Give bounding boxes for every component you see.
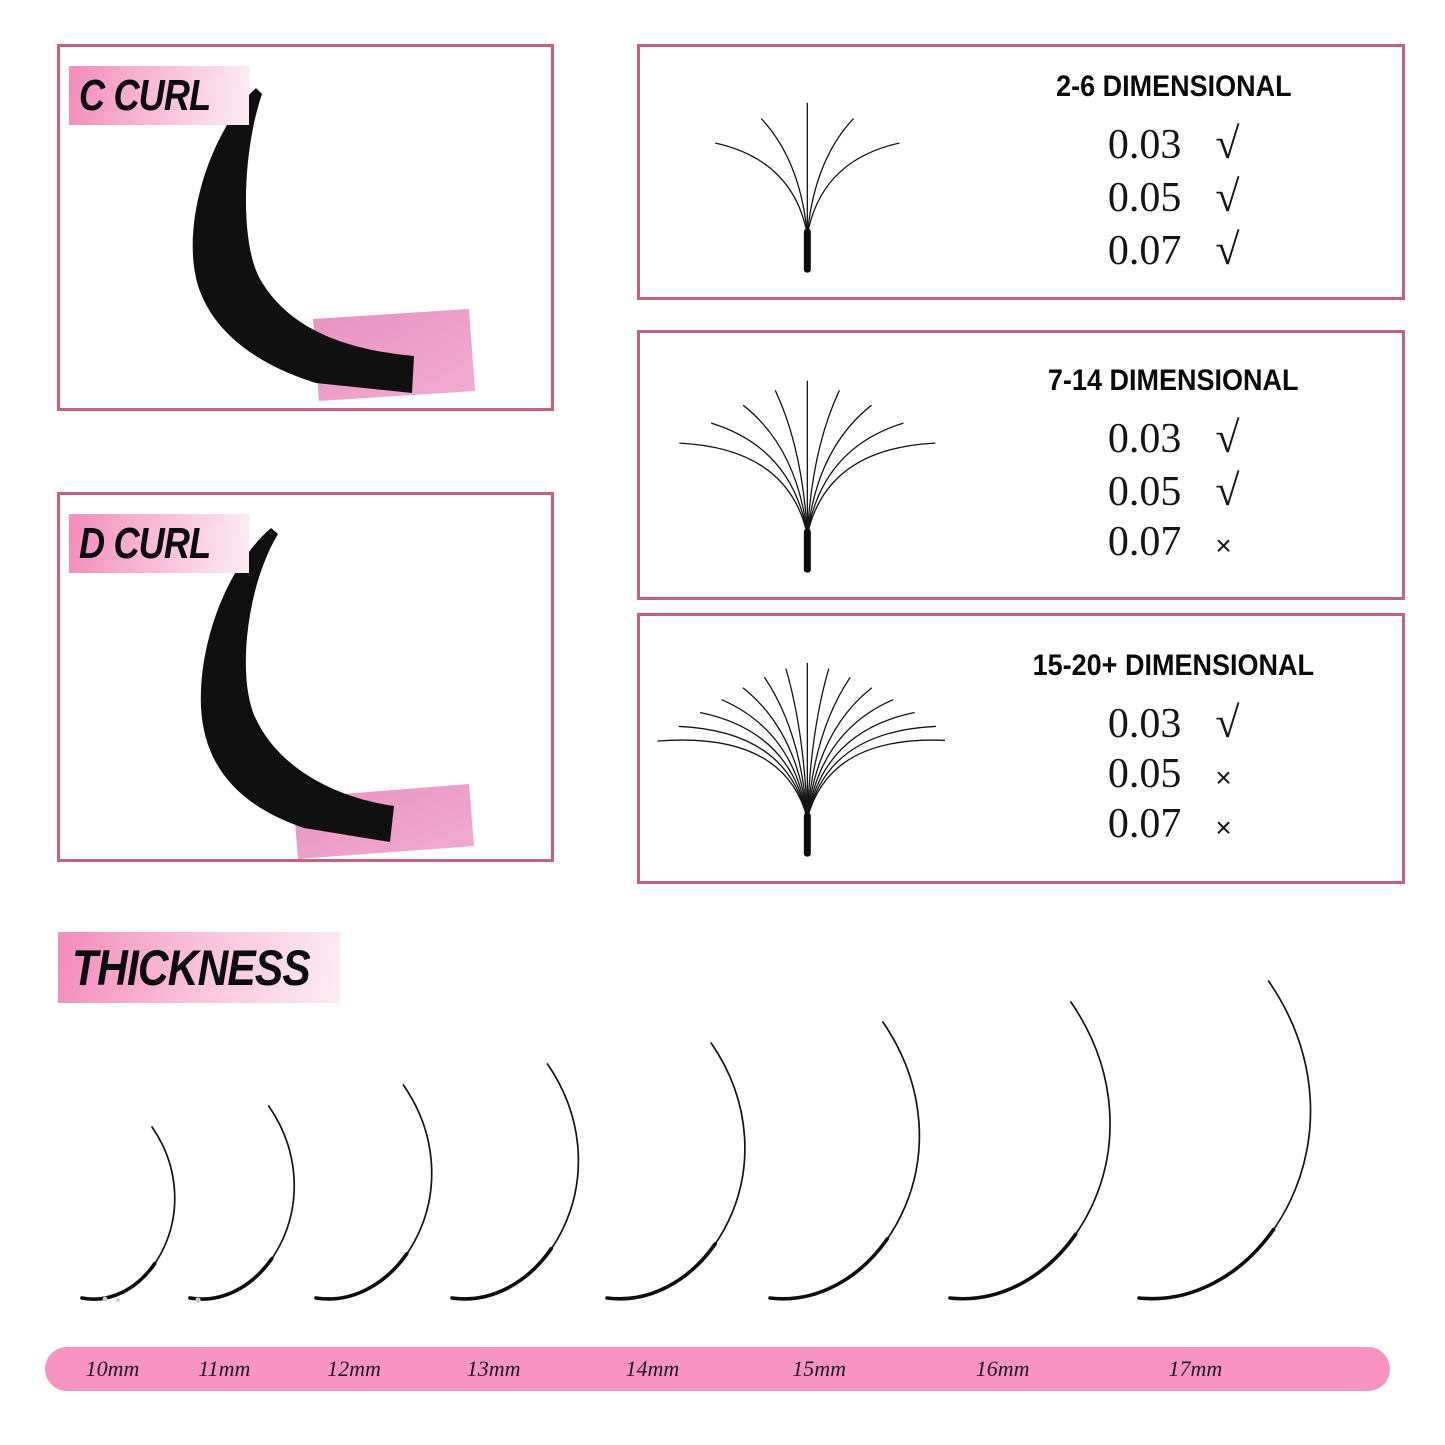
cross-icon: × <box>1215 812 1232 843</box>
length-lash <box>190 1106 294 1299</box>
thickness-value: 0.07 <box>1107 801 1182 847</box>
length-lash-base <box>316 1254 407 1299</box>
thickness-value: 0.07 <box>1107 519 1182 565</box>
lash-fan-image <box>640 616 945 881</box>
dimension-row <box>1077 518 1269 566</box>
length-lash-base <box>452 1249 551 1299</box>
length-label: 16mm <box>975 1356 1030 1381</box>
fan-lash <box>807 119 853 235</box>
fan-stem <box>804 229 811 273</box>
check-icon: √ <box>1215 224 1240 274</box>
lash-fan-image <box>640 333 945 597</box>
length-lash <box>82 1127 175 1299</box>
dimension-row <box>1077 465 1269 516</box>
dimension-rows <box>1077 697 1269 848</box>
dust-speck <box>195 1297 200 1302</box>
thickness-value: 0.03 <box>1107 121 1182 168</box>
length-lash <box>1139 981 1311 1299</box>
fan-lash <box>744 406 808 535</box>
check-icon: √ <box>1215 118 1240 168</box>
length-chart <box>40 960 1400 1305</box>
check-icon: √ <box>1215 698 1240 747</box>
length-lash-base <box>190 1259 272 1299</box>
d-curl-label-text: D CURL <box>79 518 211 568</box>
length-lash <box>316 1085 432 1299</box>
length-lash-base <box>950 1234 1076 1298</box>
thickness-label-text: THICKNESS <box>72 939 310 996</box>
dimension-row <box>1077 750 1269 798</box>
length-lash <box>452 1064 578 1299</box>
thickness-value: 0.05 <box>1107 751 1182 797</box>
length-label: 15mm <box>792 1356 847 1381</box>
length-lash-base <box>607 1244 715 1299</box>
fan-stem <box>804 529 811 573</box>
length-lash <box>950 1002 1110 1299</box>
dimension-text <box>945 333 1402 597</box>
dimension-text <box>945 616 1402 881</box>
dimension-row <box>1077 118 1269 169</box>
length-lash-base <box>1139 1229 1274 1298</box>
dimension-text <box>945 47 1402 297</box>
length-label: 11mm <box>198 1356 251 1381</box>
dimension-title: 2-6 DIMENSIONAL <box>1055 69 1292 103</box>
dust-speck <box>116 1298 120 1302</box>
dimension-row <box>1077 697 1269 748</box>
thickness-value: 0.05 <box>1107 469 1182 515</box>
thickness-value: 0.05 <box>1107 174 1182 221</box>
fan-lash <box>762 119 808 235</box>
length-label: 10mm <box>85 1356 140 1381</box>
thickness-value: 0.03 <box>1107 416 1182 462</box>
length-lash-base <box>770 1239 887 1299</box>
fan-area <box>640 616 945 881</box>
fan-stem <box>804 813 811 857</box>
d-curl-box <box>57 492 554 862</box>
d-curl-label <box>69 514 249 573</box>
check-icon: √ <box>1215 413 1240 462</box>
dust-speck <box>103 1297 108 1302</box>
fan-lash <box>807 443 934 535</box>
c-curl-box <box>57 44 554 411</box>
fan-lash <box>807 143 899 235</box>
length-label: 17mm <box>1168 1356 1223 1381</box>
fan-lash <box>807 740 944 819</box>
fan-area <box>640 333 945 597</box>
dimension-row <box>1077 171 1269 222</box>
dimension-box-2-6 <box>637 44 1405 300</box>
length-lash <box>770 1022 919 1299</box>
fan-area <box>640 47 945 297</box>
lash-fan-image <box>640 47 945 297</box>
dimension-title: 7-14 DIMENSIONAL <box>1048 364 1299 397</box>
dimension-row <box>1077 412 1269 463</box>
fan-lash <box>716 143 808 235</box>
check-icon: √ <box>1215 171 1240 221</box>
dimension-row <box>1077 224 1269 275</box>
dimension-row <box>1077 800 1269 848</box>
c-curl-label <box>69 66 249 125</box>
cross-icon: × <box>1215 530 1232 561</box>
dimension-rows <box>1077 412 1269 566</box>
fan-lash <box>807 406 871 535</box>
length-scale-bar <box>45 1347 1390 1391</box>
dimension-title: 15-20+ DIMENSIONAL <box>1032 649 1315 682</box>
length-label: 13mm <box>466 1356 521 1381</box>
thickness-value: 0.03 <box>1107 701 1182 747</box>
check-icon: √ <box>1215 466 1240 515</box>
length-label: 12mm <box>327 1356 381 1381</box>
dimension-box-7-14 <box>637 330 1405 600</box>
dimension-box-15-20 <box>637 613 1405 884</box>
fan-lash <box>658 740 807 819</box>
length-lash-base <box>82 1264 155 1300</box>
dimension-rows <box>1077 118 1269 275</box>
thickness-value: 0.07 <box>1107 227 1182 274</box>
length-label: 14mm <box>625 1356 680 1381</box>
c-curl-label-text: C CURL <box>79 70 211 120</box>
cross-icon: × <box>1215 762 1232 793</box>
length-lash <box>607 1043 745 1299</box>
fan-lash <box>680 443 807 535</box>
